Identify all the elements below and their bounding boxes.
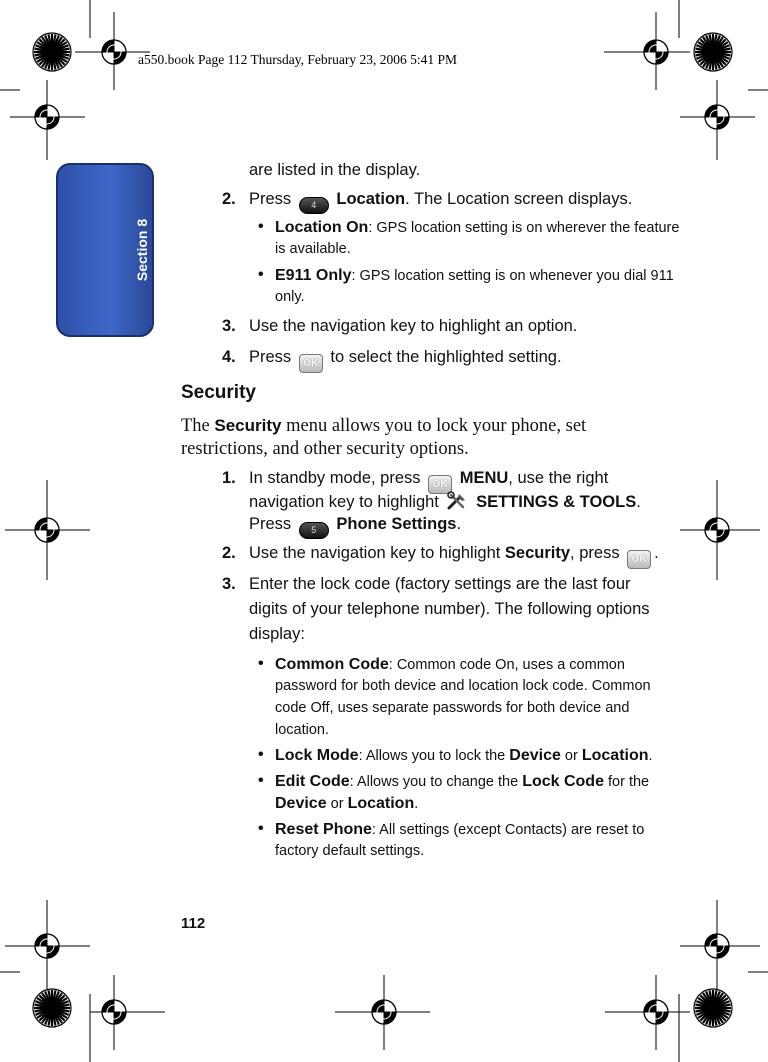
bullet-location-on	[275, 217, 679, 239]
page-number: 112	[181, 915, 206, 932]
key-5-icon: 5	[299, 522, 329, 539]
bullet-desc: : GPS location setting is on wherever the feature	[368, 220, 680, 236]
ok-key-icon: OK	[428, 475, 452, 494]
intro-continuation: are listed in the display.	[249, 161, 421, 179]
section-tab-label: Section 8	[134, 218, 150, 282]
intro-bold: Security	[214, 416, 282, 435]
security-step-2	[249, 543, 659, 569]
bullet-desc: : Common code On, uses a common	[388, 657, 625, 673]
bullet-icon: •	[258, 746, 264, 763]
bullet-desc: or	[330, 796, 344, 812]
bullet-e911-only	[275, 265, 674, 287]
settings-tools-icon	[446, 491, 468, 511]
device-label: Device	[275, 795, 327, 812]
security-step-3-line-2: digits of your telephone number). The following options	[249, 600, 650, 618]
location-step-2	[249, 189, 632, 214]
ok-key-icon: OK	[299, 354, 323, 373]
bullet-desc: : Allows you to change the	[349, 774, 519, 790]
bullet-icon: •	[258, 820, 264, 837]
step-text: Press	[249, 515, 292, 533]
step-text: .	[456, 515, 462, 533]
bullet-common-code-line-2: password for both device and location lock code. Common	[275, 678, 651, 694]
bullet-desc: for the	[608, 774, 650, 790]
step-text: Press	[249, 190, 292, 208]
bullet-desc: : All settings (except Contacts) are reset to	[371, 822, 645, 838]
phone-settings-label: Phone Settings	[336, 515, 457, 533]
bullet-e911-only-cont: only.	[275, 289, 305, 305]
step-text: Use the navigation key to highlight	[249, 544, 501, 562]
step-number: 3.	[222, 317, 236, 335]
step-text: .	[654, 544, 659, 562]
security-step-1-line-2	[249, 491, 641, 512]
bullet-term: Edit Code	[275, 773, 350, 790]
lock-code-label: Lock Code	[522, 773, 604, 790]
bullet-term: Location On	[275, 219, 369, 236]
step-text: navigation key to highlight	[249, 493, 439, 511]
security-step-1-line-3	[249, 514, 461, 539]
settings-tools-label: SETTINGS & TOOLS	[476, 493, 637, 511]
location-step-3: Use the navigation key to highlight an option.	[249, 317, 578, 335]
step-number: 1.	[222, 469, 236, 487]
bullet-term: E911 Only	[275, 267, 352, 284]
bullet-location-on-cont: is available.	[275, 241, 351, 257]
step-text: , press	[570, 544, 620, 562]
bullet-common-code-line-4: location.	[275, 722, 330, 738]
bullet-reset-phone-line-2: factory default settings.	[275, 843, 425, 859]
step-text: , use the right	[508, 469, 609, 487]
bullet-desc: : Allows you to lock the	[358, 748, 506, 764]
bullet-icon: •	[258, 266, 264, 283]
step-text: . The Location screen displays.	[405, 190, 633, 208]
print-header: a550.book Page 112 Thursday, February 23, 2006 5:41 PM	[138, 52, 457, 67]
bullet-term: Lock Mode	[275, 747, 359, 764]
location-step-4	[249, 347, 562, 373]
menu-label: MENU	[459, 469, 509, 487]
security-intro-cont: restrictions, and other security options.	[181, 439, 469, 459]
bullet-reset-phone	[275, 819, 644, 841]
bullet-common-code	[275, 654, 625, 676]
step-number: 4.	[222, 348, 236, 366]
bullet-edit-code-line-2	[275, 793, 418, 815]
bullet-icon: •	[258, 218, 264, 235]
bullet-desc: : GPS location setting is on whenever you dial 911	[351, 268, 674, 284]
step-number: 3.	[222, 575, 236, 593]
bullet-desc: .	[648, 748, 653, 764]
intro-text: The	[181, 416, 210, 436]
location-label: Location	[336, 190, 406, 208]
bullet-common-code-line-3: code Off, uses separate passwords for both device and	[275, 700, 630, 716]
bullet-icon: •	[258, 772, 264, 789]
device-label: Device	[509, 747, 561, 764]
bullet-icon: •	[258, 655, 264, 672]
bullet-edit-code	[275, 771, 649, 793]
bullet-lock-mode	[275, 745, 653, 767]
security-step-3-line-1: Enter the lock code (factory settings are the last four	[249, 575, 631, 593]
key-4-icon: 4	[299, 197, 329, 214]
step-text: .	[636, 493, 641, 511]
step-number: 2.	[222, 544, 236, 562]
security-step-3-line-3: display:	[249, 625, 305, 643]
ok-key-icon: OK	[627, 550, 651, 569]
security-label: Security	[504, 544, 571, 562]
section-heading-security: Security	[181, 382, 256, 403]
security-intro	[181, 415, 586, 437]
bullet-desc: or	[564, 748, 578, 764]
step-text: to select the highlighted setting.	[330, 348, 562, 366]
step-text: Press	[249, 348, 292, 366]
bullet-term: Reset Phone	[275, 821, 372, 838]
step-number: 2.	[222, 190, 236, 208]
location-label: Location	[581, 747, 649, 764]
bullet-term: Common Code	[275, 656, 389, 673]
intro-text: menu allows you to lock your phone, set	[286, 416, 587, 436]
bullet-desc: .	[414, 796, 419, 812]
step-text: In standby mode, press	[249, 469, 421, 487]
location-label: Location	[347, 795, 415, 812]
